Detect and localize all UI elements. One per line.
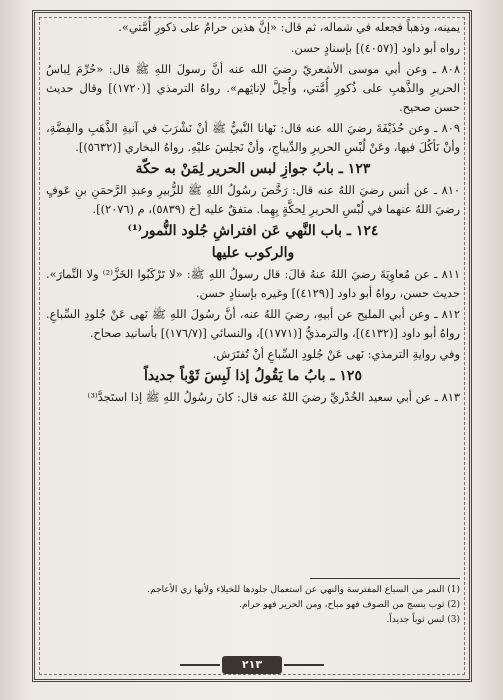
hadith-808: ٨٠٨ ـ وعن أبي موسى الأشعريّ رضيَ الله عنه أنَّ رسولَ اللهِ ﷺ قال: «حُرِّمَ لِباسُ الحريرِ والذَّهبِ على ذُكورِ أُمَّتي، وأُحِلَّ لإناثِهم». رواهُ الترمذي [(١٧٢٠)] وقال حديث حسن صحيح. — [46, 62, 460, 114]
page-number: ٢١٣ — [222, 656, 282, 674]
hadith-812: ٨١٢ ـ وعن أبي المليح عن أبيهِ، رضيَ اللهُ عنه، أنَّ رسُولَ اللهِ ﷺ نَهى عَنْ جُلودِ السِّباعِ. رواهُ أبو داود [(٤١٣٢)]، والترمذيُّ [(١٧٧١)]، والنسائي [(١٧٦/٧)] بأسانيد صحاح. — [46, 307, 460, 340]
footnote-separator — [310, 578, 460, 579]
tirmidhi-narration: وفي روايةِ الترمذي: نَهى عَنْ جُلودِ السِّباعِ أنْ تُفتَرَش. — [212, 347, 460, 361]
hadith-809: ٨٠٩ ـ وعن حُذَيْفَةَ رضيَ الله عنه قال: نَهانا النَّبيُّ ﷺ أنْ نَشْرَبَ في آنيةِ الذَّهَبِ والفِضَّةِ، وأنْ نَأكُلَ فيها، وعَنْ لُبْسِ الحريرِ والدِّيباجِ، وأنْ نَجلِسَ عليْهِ. رواهُ البخاري [(٥٦٣٢)]. — [46, 121, 460, 154]
paragraph-source-note: رواه أبو داود [(٤٠٥٧)] بإسنادٍ حسن. — [290, 41, 460, 55]
hadith-811: ٨١١ ـ عن مُعاوِيَةَ رضيَ اللهُ عنهُ قالَ: قال رسولُ اللهِ ﷺ: «لا تَرْكَبُوا الخَزَّ⁽²⁾ ولا النِّمارَ». حديث حسن، رواهُ أبو داود [(٤١٢٩)] وغيره بإسنادٍ حسن. — [46, 267, 460, 300]
chapter-heading-125: ١٢٥ ـ بابُ ما يَقُولُ إذا لَبِسَ ثَوْباً جديداً — [144, 368, 362, 384]
paragraph-continuation: يمينه، وذهباً فجعله في شماله، ثم قال: «إنَّ هذين حرامٌ على ذكورِ أُمَّتي». — [118, 20, 460, 34]
footnote-2: (2) ثوب ينسج من الصوف فهو مباح، ومن الحرير فهو حرام. — [239, 600, 460, 610]
main-text — [46, 18, 460, 409]
footnotes — [46, 578, 460, 628]
chapter-heading-123: ١٢٣ ـ بابُ جوازِ لبس الحرير لِمَنْ به حكّة — [135, 161, 371, 177]
footnote-3: (3) لبس ثوباً جديداً. — [386, 615, 460, 625]
footnote-1: (1) النمر من السباع المفترسة والنهي عن استعمال جلودها للخيلاء ولأنها زي الأعاجم. — [147, 585, 460, 595]
hadith-810: ٨١٠ ـ عن أنس رضيَ اللهُ عنه قال: رَخَّصَ رسُولُ اللهِ ﷺ للزُّبيرِ وعبدِ الرَّحمَنِ بنِ عَوفٍ رضيَ اللهُ عنهما في لُبْسِ الحريرِ لِحكَّةٍ بِهِما. متفقٌ عليه [خ (٥٨٣٩)، م (٢٠٧٦)]. — [46, 183, 460, 216]
chapter-heading-124: ١٢٤ ـ باب النَّهي عَن افتراشِ جُلود النُّمور⁽¹⁾ — [127, 223, 379, 239]
chapter-heading-124-subtitle: والركوب عليها — [211, 245, 295, 261]
hadith-813: ٨١٣ ـ عن أبي سعيد الخُدْريِّ رضيَ اللهُ عنه قال: كانَ رسُولُ اللهِ ﷺ إذا استَجدَّ⁽³⁾ — [87, 390, 460, 404]
